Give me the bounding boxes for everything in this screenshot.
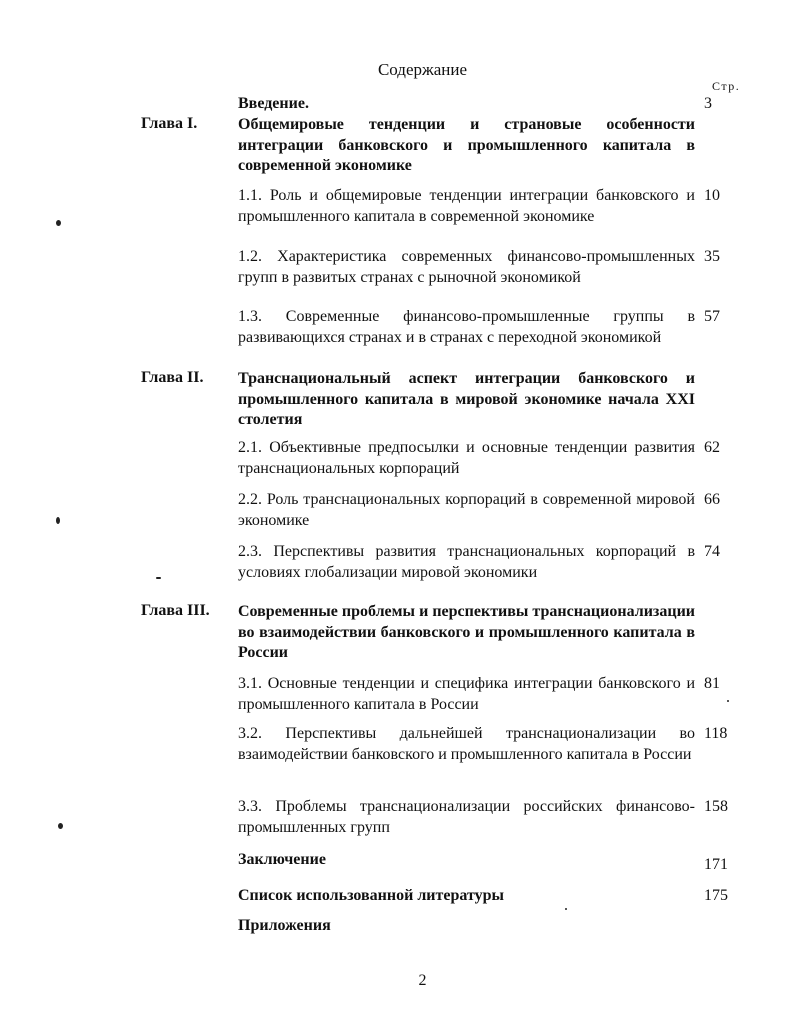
toc-section: 3.3. Проблемы транснационализации российских финансово-промышленных групп <box>238 798 695 836</box>
scan-speck <box>727 700 729 702</box>
toc-section-page: 81 <box>704 675 720 692</box>
chapter-1-label: Глава I. <box>141 115 198 132</box>
toc-conclusion-page: 171 <box>704 856 728 873</box>
toc-section: 3.1. Основные тенденции и специфика интеграции банковского и промышленного капитала в России <box>238 675 695 713</box>
scan-speck <box>56 517 60 524</box>
toc-section-page: 118 <box>704 725 728 742</box>
scan-speck <box>56 220 61 226</box>
scan-speck <box>58 823 63 829</box>
toc-section: 1.2. Характеристика современных финансово-промышленных групп в развитых странах с рыночной экономикой <box>238 248 695 286</box>
page-title: Содержание <box>377 60 468 79</box>
toc-section-page: 74 <box>704 543 720 560</box>
chapter-3-title: Современные проблемы и перспективы транснационализации во взаимодействии банковского и промышленного капитала в России <box>238 603 695 661</box>
toc-section-page: 35 <box>704 248 720 265</box>
chapter-2-label: Глава II. <box>141 369 204 386</box>
toc-section: 3.2. Перспективы дальнейшей транснационализации во взаимодействии банковского и промышленного капитала в России <box>238 725 695 763</box>
toc-section: 1.3. Современные финансово-промышленные группы в развивающихся странах и в странах с переходной экономикой <box>238 308 695 346</box>
chapter-3-label: Глава III. <box>141 602 210 619</box>
toc-section: 2.2. Роль транснациональных корпораций в современной мировой экономике <box>238 491 695 529</box>
toc-references-page: 175 <box>704 887 728 904</box>
chapter-1-title: Общемировые тенденции и страновые особенности интеграции банковского и промышленного капитала в современной экономике <box>238 116 695 174</box>
toc-intro: Введение. <box>238 95 309 112</box>
page-number: 2 <box>418 972 427 989</box>
toc-section: 2.3. Перспективы развития транснациональных корпораций в условиях глобализации мировой экономики <box>238 543 695 581</box>
toc-intro-page: 3 <box>704 95 712 112</box>
toc-conclusion: Заключение <box>238 851 326 868</box>
page-column-label: Стр. <box>712 79 741 93</box>
toc-appendices: Приложения <box>238 917 331 934</box>
toc-references: Список использованной литературы <box>238 887 504 904</box>
toc-section-page: 57 <box>704 308 720 325</box>
toc-section: 2.1. Объективные предпосылки и основные тенденции развития транснациональных корпораций <box>238 439 695 477</box>
scan-speck <box>156 577 161 579</box>
toc-section-page: 158 <box>704 798 728 815</box>
toc-section-page: 66 <box>704 491 720 508</box>
toc-section-page: 10 <box>704 187 720 204</box>
scan-speck <box>565 908 567 910</box>
toc-section-page: 62 <box>704 439 720 456</box>
toc-section: 1.1. Роль и общемировые тенденции интеграции банковского и промышленного капитала в современной экономике <box>238 187 695 225</box>
chapter-2-title: Транснациональный аспект интеграции банковского и промышленного капитала в мировой экономике начала XXI столетия <box>238 370 695 428</box>
